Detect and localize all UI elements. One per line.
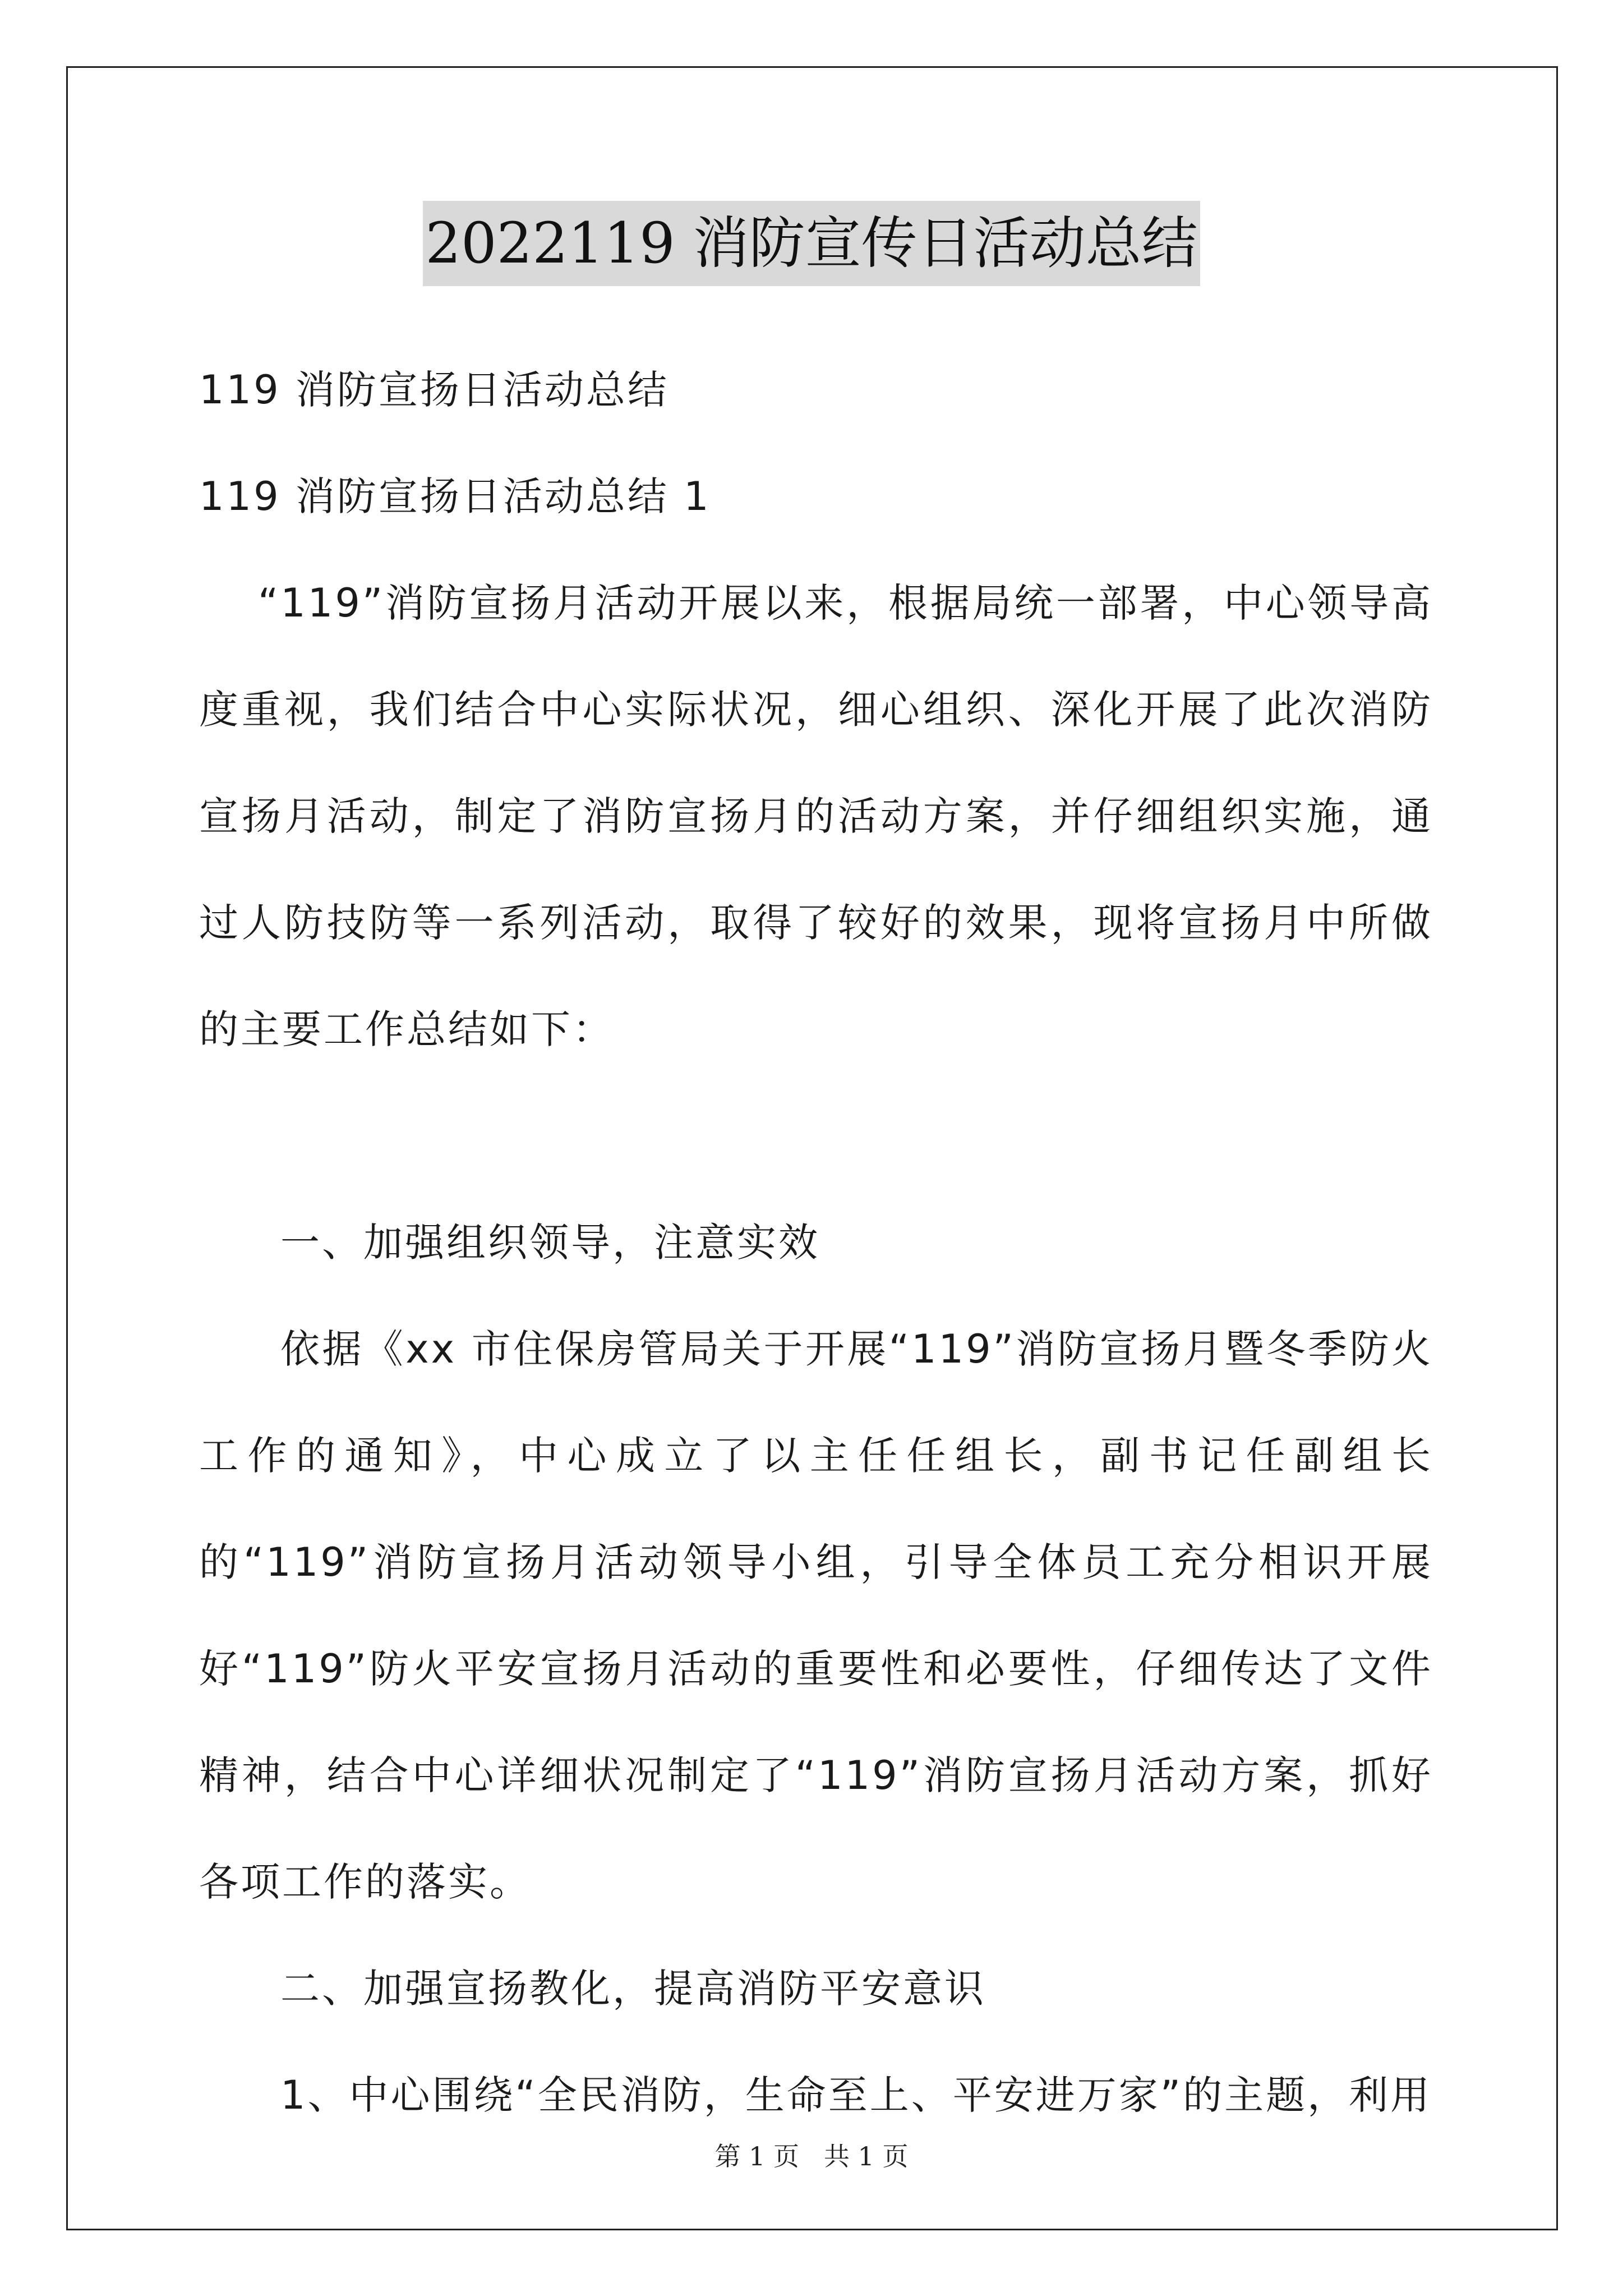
page-total: 共 1 页 [824, 2141, 909, 2171]
subtitle: 119 消防宣扬日活动总结 [199, 367, 669, 413]
section-heading: 119 消防宣扬日活动总结 1 [199, 473, 711, 519]
page-footer [0, 2136, 1623, 2173]
page-number: 第 1 页 [714, 2141, 799, 2171]
title-area [0, 201, 1623, 286]
paragraph-gap [199, 1083, 1433, 1189]
document-title: 2022119 消防宣传日活动总结 [423, 201, 1200, 286]
paragraph-intro: “119”消防宣扬月活动开展以来，根据局统一部署，中心领导高度重视，我们结合中心实际状况，细心组织、深化开展了此次消防宣扬月活动，制定了消防宣扬月的活动方案，并仔细组织实施，通过人防技防等一系列活动，取得了较好的效果，现将宣扬月中所做的主要工作总结如下： [199, 580, 1433, 1052]
heading-one: 一、加强组织领导，注意实效 [280, 1220, 820, 1266]
paragraph-two: 1、中心围绕“全民消防，生命至上、平安进万家”的主题，利用 [280, 2072, 1432, 2118]
document-body [199, 337, 1433, 2148]
paragraph-one: 依据《xx 市住保房管局关于开展“119”消防宣扬月暨冬季防火工作的通知》，中心成立了以主任任组长，副书记任副组长的“119”消防宣扬月活动领导小组，引导全体员工充分相识开展好“119”防火平安宣扬月活动的重要性和必要性，仔细传达了文件精神，结合中心详细状况制定了“119”消防宣扬月活动方案，抓好各项工作的落实。 [199, 1326, 1433, 1905]
heading-two: 二、加强宣扬教化，提高消防平安意识 [280, 1966, 986, 2012]
